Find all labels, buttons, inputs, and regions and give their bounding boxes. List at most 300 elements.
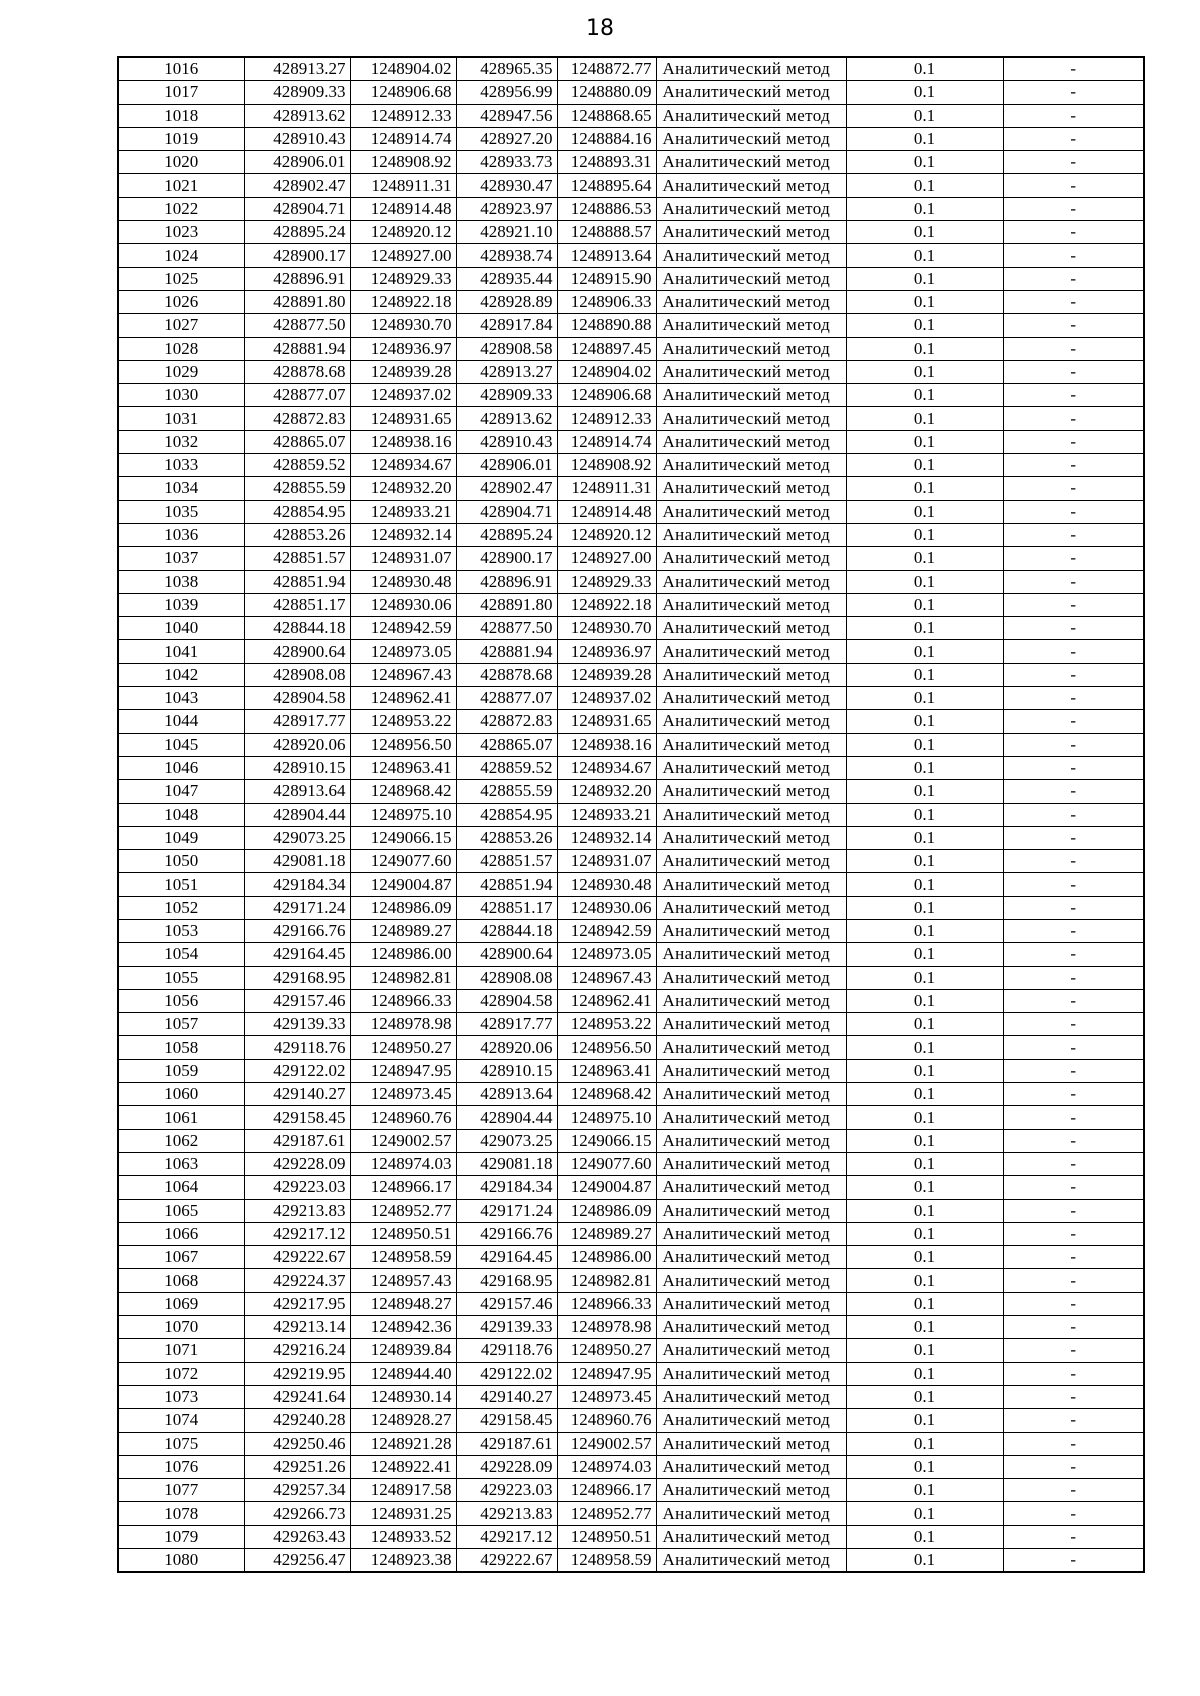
table-row	[118, 221, 1144, 244]
prev-y-coordinate-cell: 1248967.43	[557, 966, 656, 989]
point-number-cell: 1065	[118, 1199, 244, 1222]
table-row	[118, 733, 1144, 756]
accuracy-cell: 0.1	[846, 1013, 1003, 1036]
method-cell: Аналитический метод	[656, 407, 846, 430]
prev-x-coordinate-cell: 428908.58	[456, 337, 557, 360]
x-coordinate-cell: 429222.67	[244, 1246, 350, 1269]
accuracy-cell: 0.1	[846, 1339, 1003, 1362]
point-number-cell: 1056	[118, 989, 244, 1012]
point-number-cell: 1048	[118, 803, 244, 826]
table-row	[118, 337, 1144, 360]
prev-x-coordinate-cell: 428923.97	[456, 197, 557, 220]
prev-x-coordinate-cell: 428859.52	[456, 756, 557, 779]
point-number-cell: 1021	[118, 174, 244, 197]
point-number-cell: 1063	[118, 1152, 244, 1175]
x-coordinate-cell: 429213.14	[244, 1316, 350, 1339]
prev-x-coordinate-cell: 428902.47	[456, 477, 557, 500]
accuracy-cell: 0.1	[846, 1455, 1003, 1478]
x-coordinate-cell: 429223.03	[244, 1176, 350, 1199]
table-row	[118, 81, 1144, 104]
x-coordinate-cell: 429073.25	[244, 826, 350, 849]
method-cell: Аналитический метод	[656, 127, 846, 150]
y-coordinate-cell: 1248968.42	[350, 780, 456, 803]
method-cell: Аналитический метод	[656, 267, 846, 290]
table-row	[118, 127, 1144, 150]
x-coordinate-cell: 428891.80	[244, 290, 350, 313]
method-cell: Аналитический метод	[656, 1502, 846, 1525]
method-cell: Аналитический метод	[656, 1176, 846, 1199]
y-coordinate-cell: 1249002.57	[350, 1129, 456, 1152]
point-number-cell: 1017	[118, 81, 244, 104]
prev-y-coordinate-cell: 1248931.65	[557, 710, 656, 733]
prev-y-coordinate-cell: 1248920.12	[557, 523, 656, 546]
accuracy-cell: 0.1	[846, 1246, 1003, 1269]
table-row	[118, 687, 1144, 710]
x-coordinate-cell: 429184.34	[244, 873, 350, 896]
note-cell: -	[1003, 663, 1144, 686]
table-row	[118, 547, 1144, 570]
y-coordinate-cell: 1248974.03	[350, 1152, 456, 1175]
x-coordinate-cell: 428917.77	[244, 710, 350, 733]
prev-x-coordinate-cell: 428917.77	[456, 1013, 557, 1036]
accuracy-cell: 0.1	[846, 360, 1003, 383]
prev-y-coordinate-cell: 1248904.02	[557, 360, 656, 383]
x-coordinate-cell: 428900.17	[244, 244, 350, 267]
accuracy-cell: 0.1	[846, 780, 1003, 803]
prev-x-coordinate-cell: 428851.57	[456, 850, 557, 873]
point-number-cell: 1074	[118, 1409, 244, 1432]
table-row	[118, 500, 1144, 523]
y-coordinate-cell: 1248975.10	[350, 803, 456, 826]
note-cell: -	[1003, 174, 1144, 197]
y-coordinate-cell: 1248947.95	[350, 1059, 456, 1082]
method-cell: Аналитический метод	[656, 756, 846, 779]
y-coordinate-cell: 1248928.27	[350, 1409, 456, 1432]
point-number-cell: 1025	[118, 267, 244, 290]
prev-x-coordinate-cell: 428895.24	[456, 523, 557, 546]
y-coordinate-cell: 1248937.02	[350, 384, 456, 407]
method-cell: Аналитический метод	[656, 57, 846, 81]
prev-y-coordinate-cell: 1248938.16	[557, 733, 656, 756]
prev-x-coordinate-cell: 428904.71	[456, 500, 557, 523]
method-cell: Аналитический метод	[656, 989, 846, 1012]
point-number-cell: 1060	[118, 1083, 244, 1106]
prev-x-coordinate-cell: 428906.01	[456, 454, 557, 477]
prev-x-coordinate-cell: 428900.64	[456, 943, 557, 966]
method-cell: Аналитический метод	[656, 477, 846, 500]
point-number-cell: 1037	[118, 547, 244, 570]
method-cell: Аналитический метод	[656, 896, 846, 919]
point-number-cell: 1070	[118, 1316, 244, 1339]
point-number-cell: 1072	[118, 1362, 244, 1385]
x-coordinate-cell: 428913.27	[244, 57, 350, 81]
note-cell: -	[1003, 919, 1144, 942]
prev-x-coordinate-cell: 428913.27	[456, 360, 557, 383]
prev-x-coordinate-cell: 428891.80	[456, 593, 557, 616]
note-cell: -	[1003, 197, 1144, 220]
prev-x-coordinate-cell: 429140.27	[456, 1385, 557, 1408]
note-cell: -	[1003, 57, 1144, 81]
prev-y-coordinate-cell: 1248913.64	[557, 244, 656, 267]
note-cell: -	[1003, 523, 1144, 546]
prev-y-coordinate-cell: 1248966.17	[557, 1479, 656, 1502]
table-row	[118, 1106, 1144, 1129]
x-coordinate-cell: 428865.07	[244, 430, 350, 453]
note-cell: -	[1003, 221, 1144, 244]
prev-y-coordinate-cell: 1248888.57	[557, 221, 656, 244]
table-row	[118, 384, 1144, 407]
x-coordinate-cell: 428920.06	[244, 733, 350, 756]
prev-y-coordinate-cell: 1248939.28	[557, 663, 656, 686]
y-coordinate-cell: 1248944.40	[350, 1362, 456, 1385]
prev-x-coordinate-cell: 428844.18	[456, 919, 557, 942]
method-cell: Аналитический метод	[656, 384, 846, 407]
point-number-cell: 1080	[118, 1549, 244, 1573]
table-row	[118, 1176, 1144, 1199]
note-cell: -	[1003, 756, 1144, 779]
prev-y-coordinate-cell: 1249004.87	[557, 1176, 656, 1199]
table-row	[118, 104, 1144, 127]
note-cell: -	[1003, 1083, 1144, 1106]
point-number-cell: 1050	[118, 850, 244, 873]
prev-y-coordinate-cell: 1248932.14	[557, 826, 656, 849]
prev-y-coordinate-cell: 1248936.97	[557, 640, 656, 663]
point-number-cell: 1057	[118, 1013, 244, 1036]
prev-y-coordinate-cell: 1248974.03	[557, 1455, 656, 1478]
note-cell: -	[1003, 943, 1144, 966]
y-coordinate-cell: 1248934.67	[350, 454, 456, 477]
y-coordinate-cell: 1248927.00	[350, 244, 456, 267]
x-coordinate-cell: 428910.15	[244, 756, 350, 779]
table-row	[118, 966, 1144, 989]
table-row	[118, 756, 1144, 779]
prev-x-coordinate-cell: 428933.73	[456, 151, 557, 174]
note-cell: -	[1003, 989, 1144, 1012]
point-number-cell: 1075	[118, 1432, 244, 1455]
prev-x-coordinate-cell: 429073.25	[456, 1129, 557, 1152]
note-cell: -	[1003, 1246, 1144, 1269]
x-coordinate-cell: 428877.50	[244, 314, 350, 337]
table-row	[118, 570, 1144, 593]
x-coordinate-cell: 429250.46	[244, 1432, 350, 1455]
prev-y-coordinate-cell: 1248966.33	[557, 1292, 656, 1315]
note-cell: -	[1003, 1432, 1144, 1455]
point-number-cell: 1046	[118, 756, 244, 779]
note-cell: -	[1003, 1152, 1144, 1175]
accuracy-cell: 0.1	[846, 687, 1003, 710]
prev-x-coordinate-cell: 428904.58	[456, 989, 557, 1012]
accuracy-cell: 0.1	[846, 617, 1003, 640]
table-row	[118, 943, 1144, 966]
prev-x-coordinate-cell: 428928.89	[456, 290, 557, 313]
accuracy-cell: 0.1	[846, 244, 1003, 267]
y-coordinate-cell: 1248967.43	[350, 663, 456, 686]
prev-y-coordinate-cell: 1248950.27	[557, 1339, 656, 1362]
point-number-cell: 1077	[118, 1479, 244, 1502]
method-cell: Аналитический метод	[656, 1246, 846, 1269]
x-coordinate-cell: 429251.26	[244, 1455, 350, 1478]
x-coordinate-cell: 428913.64	[244, 780, 350, 803]
accuracy-cell: 0.1	[846, 966, 1003, 989]
note-cell: -	[1003, 244, 1144, 267]
prev-y-coordinate-cell: 1248890.88	[557, 314, 656, 337]
y-coordinate-cell: 1248986.00	[350, 943, 456, 966]
y-coordinate-cell: 1248986.09	[350, 896, 456, 919]
y-coordinate-cell: 1248931.65	[350, 407, 456, 430]
y-coordinate-cell: 1248952.77	[350, 1199, 456, 1222]
note-cell: -	[1003, 384, 1144, 407]
point-number-cell: 1026	[118, 290, 244, 313]
x-coordinate-cell: 429216.24	[244, 1339, 350, 1362]
method-cell: Аналитический метод	[656, 966, 846, 989]
x-coordinate-cell: 428908.08	[244, 663, 350, 686]
prev-y-coordinate-cell: 1248950.51	[557, 1525, 656, 1548]
table-row	[118, 1409, 1144, 1432]
prev-x-coordinate-cell: 429157.46	[456, 1292, 557, 1315]
method-cell: Аналитический метод	[656, 617, 846, 640]
x-coordinate-cell: 429257.34	[244, 1479, 350, 1502]
point-number-cell: 1040	[118, 617, 244, 640]
y-coordinate-cell: 1248932.20	[350, 477, 456, 500]
prev-x-coordinate-cell: 429166.76	[456, 1222, 557, 1245]
table-row	[118, 1013, 1144, 1036]
x-coordinate-cell: 429217.12	[244, 1222, 350, 1245]
table-row	[118, 919, 1144, 942]
prev-y-coordinate-cell: 1248930.48	[557, 873, 656, 896]
accuracy-cell: 0.1	[846, 337, 1003, 360]
method-cell: Аналитический метод	[656, 1479, 846, 1502]
x-coordinate-cell: 429217.95	[244, 1292, 350, 1315]
prev-x-coordinate-cell: 428904.44	[456, 1106, 557, 1129]
point-number-cell: 1035	[118, 500, 244, 523]
x-coordinate-cell: 428902.47	[244, 174, 350, 197]
prev-y-coordinate-cell: 1248872.77	[557, 57, 656, 81]
note-cell: -	[1003, 1013, 1144, 1036]
table-row	[118, 640, 1144, 663]
table-row	[118, 454, 1144, 477]
note-cell: -	[1003, 1549, 1144, 1573]
method-cell: Аналитический метод	[656, 1385, 846, 1408]
note-cell: -	[1003, 1129, 1144, 1152]
note-cell: -	[1003, 430, 1144, 453]
note-cell: -	[1003, 1059, 1144, 1082]
prev-y-coordinate-cell: 1248886.53	[557, 197, 656, 220]
x-coordinate-cell: 429213.83	[244, 1199, 350, 1222]
prev-y-coordinate-cell: 1248975.10	[557, 1106, 656, 1129]
prev-y-coordinate-cell: 1248956.50	[557, 1036, 656, 1059]
y-coordinate-cell: 1248930.06	[350, 593, 456, 616]
note-cell: -	[1003, 803, 1144, 826]
note-cell: -	[1003, 1525, 1144, 1548]
table-row	[118, 1129, 1144, 1152]
prev-y-coordinate-cell: 1248958.59	[557, 1549, 656, 1573]
accuracy-cell: 0.1	[846, 314, 1003, 337]
prev-y-coordinate-cell: 1248914.48	[557, 500, 656, 523]
accuracy-cell: 0.1	[846, 1432, 1003, 1455]
method-cell: Аналитический метод	[656, 873, 846, 896]
coordinates-table	[117, 56, 1145, 1573]
method-cell: Аналитический метод	[656, 1199, 846, 1222]
table-row	[118, 360, 1144, 383]
method-cell: Аналитический метод	[656, 733, 846, 756]
method-cell: Аналитический метод	[656, 500, 846, 523]
table-row	[118, 1059, 1144, 1082]
method-cell: Аналитический метод	[656, 151, 846, 174]
prev-x-coordinate-cell: 428917.84	[456, 314, 557, 337]
y-coordinate-cell: 1249066.15	[350, 826, 456, 849]
y-coordinate-cell: 1248978.98	[350, 1013, 456, 1036]
x-coordinate-cell: 429228.09	[244, 1152, 350, 1175]
point-number-cell: 1038	[118, 570, 244, 593]
point-number-cell: 1069	[118, 1292, 244, 1315]
point-number-cell: 1067	[118, 1246, 244, 1269]
prev-y-coordinate-cell: 1248915.90	[557, 267, 656, 290]
y-coordinate-cell: 1248966.17	[350, 1176, 456, 1199]
method-cell: Аналитический метод	[656, 710, 846, 733]
x-coordinate-cell: 428851.17	[244, 593, 350, 616]
y-coordinate-cell: 1248942.36	[350, 1316, 456, 1339]
accuracy-cell: 0.1	[846, 663, 1003, 686]
prev-y-coordinate-cell: 1248934.67	[557, 756, 656, 779]
y-coordinate-cell: 1248939.84	[350, 1339, 456, 1362]
note-cell: -	[1003, 337, 1144, 360]
accuracy-cell: 0.1	[846, 477, 1003, 500]
x-coordinate-cell: 429081.18	[244, 850, 350, 873]
y-coordinate-cell: 1248914.48	[350, 197, 456, 220]
y-coordinate-cell: 1248921.28	[350, 1432, 456, 1455]
point-number-cell: 1073	[118, 1385, 244, 1408]
method-cell: Аналитический метод	[656, 547, 846, 570]
table-row	[118, 803, 1144, 826]
note-cell: -	[1003, 733, 1144, 756]
prev-y-coordinate-cell: 1248922.18	[557, 593, 656, 616]
note-cell: -	[1003, 1222, 1144, 1245]
note-cell: -	[1003, 267, 1144, 290]
note-cell: -	[1003, 850, 1144, 873]
prev-x-coordinate-cell: 429222.67	[456, 1549, 557, 1573]
method-cell: Аналитический метод	[656, 943, 846, 966]
method-cell: Аналитический метод	[656, 337, 846, 360]
note-cell: -	[1003, 1455, 1144, 1478]
method-cell: Аналитический метод	[656, 780, 846, 803]
x-coordinate-cell: 429240.28	[244, 1409, 350, 1432]
y-coordinate-cell: 1248914.74	[350, 127, 456, 150]
note-cell: -	[1003, 1385, 1144, 1408]
prev-y-coordinate-cell: 1248914.74	[557, 430, 656, 453]
x-coordinate-cell: 428851.94	[244, 570, 350, 593]
prev-y-coordinate-cell: 1249002.57	[557, 1432, 656, 1455]
point-number-cell: 1045	[118, 733, 244, 756]
note-cell: -	[1003, 547, 1144, 570]
prev-x-coordinate-cell: 429217.12	[456, 1525, 557, 1548]
y-coordinate-cell: 1248956.50	[350, 733, 456, 756]
method-cell: Аналитический метод	[656, 430, 846, 453]
prev-y-coordinate-cell: 1248893.31	[557, 151, 656, 174]
prev-x-coordinate-cell: 429168.95	[456, 1269, 557, 1292]
point-number-cell: 1044	[118, 710, 244, 733]
prev-x-coordinate-cell: 428851.94	[456, 873, 557, 896]
prev-x-coordinate-cell: 428965.35	[456, 57, 557, 81]
y-coordinate-cell: 1248942.59	[350, 617, 456, 640]
method-cell: Аналитический метод	[656, 826, 846, 849]
accuracy-cell: 0.1	[846, 733, 1003, 756]
note-cell: -	[1003, 617, 1144, 640]
y-coordinate-cell: 1248982.81	[350, 966, 456, 989]
accuracy-cell: 0.1	[846, 850, 1003, 873]
note-cell: -	[1003, 454, 1144, 477]
accuracy-cell: 0.1	[846, 1152, 1003, 1175]
method-cell: Аналитический метод	[656, 360, 846, 383]
method-cell: Аналитический метод	[656, 1455, 846, 1478]
prev-x-coordinate-cell: 428851.17	[456, 896, 557, 919]
table-row	[118, 1479, 1144, 1502]
accuracy-cell: 0.1	[846, 826, 1003, 849]
note-cell: -	[1003, 1362, 1144, 1385]
prev-y-coordinate-cell: 1248911.31	[557, 477, 656, 500]
point-number-cell: 1018	[118, 104, 244, 127]
prev-y-coordinate-cell: 1248960.76	[557, 1409, 656, 1432]
prev-y-coordinate-cell: 1248973.45	[557, 1385, 656, 1408]
accuracy-cell: 0.1	[846, 290, 1003, 313]
y-coordinate-cell: 1248922.18	[350, 290, 456, 313]
x-coordinate-cell: 428878.68	[244, 360, 350, 383]
method-cell: Аналитический метод	[656, 593, 846, 616]
accuracy-cell: 0.1	[846, 81, 1003, 104]
y-coordinate-cell: 1248989.27	[350, 919, 456, 942]
prev-y-coordinate-cell: 1248973.05	[557, 943, 656, 966]
point-number-cell: 1079	[118, 1525, 244, 1548]
point-number-cell: 1061	[118, 1106, 244, 1129]
prev-y-coordinate-cell: 1248897.45	[557, 337, 656, 360]
prev-y-coordinate-cell: 1248931.07	[557, 850, 656, 873]
table-row	[118, 1292, 1144, 1315]
prev-x-coordinate-cell: 428935.44	[456, 267, 557, 290]
y-coordinate-cell: 1248930.70	[350, 314, 456, 337]
x-coordinate-cell: 428851.57	[244, 547, 350, 570]
table-row	[118, 314, 1144, 337]
prev-x-coordinate-cell: 428913.62	[456, 407, 557, 430]
method-cell: Аналитический метод	[656, 1269, 846, 1292]
note-cell: -	[1003, 896, 1144, 919]
method-cell: Аналитический метод	[656, 1152, 846, 1175]
accuracy-cell: 0.1	[846, 384, 1003, 407]
x-coordinate-cell: 428909.33	[244, 81, 350, 104]
accuracy-cell: 0.1	[846, 1292, 1003, 1315]
point-number-cell: 1053	[118, 919, 244, 942]
note-cell: -	[1003, 1269, 1144, 1292]
point-number-cell: 1059	[118, 1059, 244, 1082]
method-cell: Аналитический метод	[656, 314, 846, 337]
table-row	[118, 989, 1144, 1012]
x-coordinate-cell: 428881.94	[244, 337, 350, 360]
table-row	[118, 710, 1144, 733]
accuracy-cell: 0.1	[846, 407, 1003, 430]
method-cell: Аналитический метод	[656, 1129, 846, 1152]
prev-x-coordinate-cell: 428900.17	[456, 547, 557, 570]
prev-x-coordinate-cell: 429122.02	[456, 1362, 557, 1385]
note-cell: -	[1003, 966, 1144, 989]
accuracy-cell: 0.1	[846, 593, 1003, 616]
point-number-cell: 1078	[118, 1502, 244, 1525]
prev-y-coordinate-cell: 1249066.15	[557, 1129, 656, 1152]
point-number-cell: 1016	[118, 57, 244, 81]
note-cell: -	[1003, 593, 1144, 616]
note-cell: -	[1003, 1316, 1144, 1339]
table-row	[118, 1269, 1144, 1292]
point-number-cell: 1051	[118, 873, 244, 896]
accuracy-cell: 0.1	[846, 1316, 1003, 1339]
accuracy-cell: 0.1	[846, 500, 1003, 523]
